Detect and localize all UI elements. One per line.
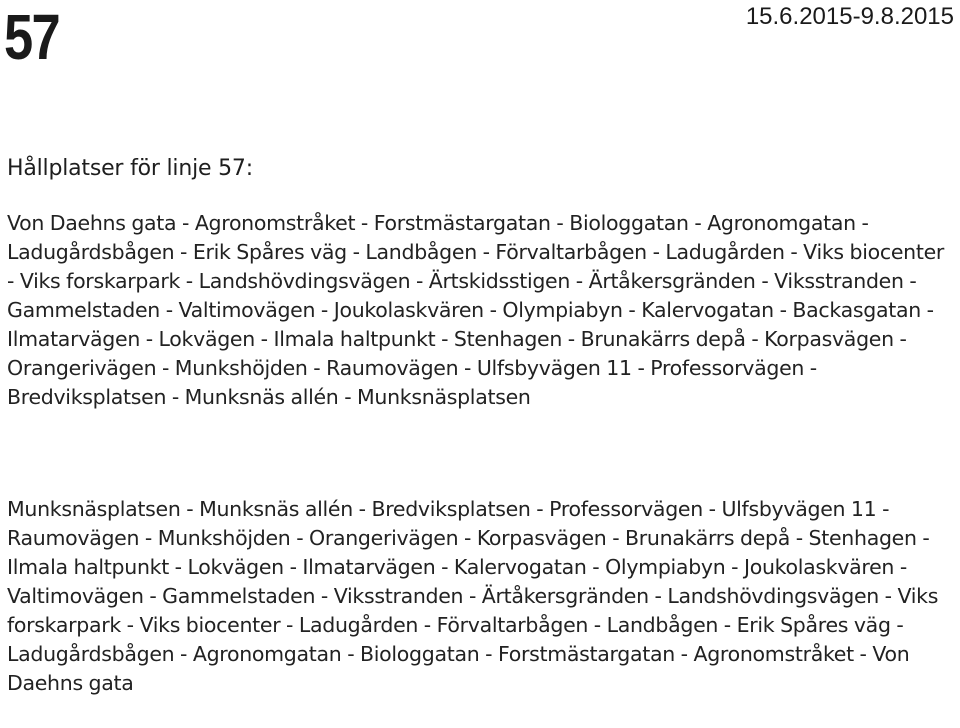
outbound-stops-list: Von Daehns gata - Agronomstråket - Forstmästargatan - Biologgatan - Agronomgatan - Ladugårdsbågen - Erik Spåres väg - Landbågen - Förvaltarbågen - Ladugården - Viks biocenter - Viks forskarpark - Landshövdingsvägen - Ärtskidsstigen - Ärtåkersgränden - Viksstranden - Gammelstaden - Valtimovägen - Joukolaskvären - Olympiabyn - Kalervogatan - Backasgatan - Ilmatarvägen - Lokvägen - Ilmala haltpunkt - Stenhagen - Brunakärrs depå - Korpasvägen - Orangerivägen - Munkshöjden - Raumovägen - Ulfsbyvägen 11 - Professorvägen - Bredviksplatsen - Munksnäs allén - Munksnäsplatsen: [7, 211, 945, 409]
date-range: 15.6.2015-9.8.2015: [745, 3, 954, 30]
stops-heading: Hållplatser för linje 57:: [7, 156, 253, 181]
inbound-stops-list: Munksnäsplatsen - Munksnäs allén - Bredviksplatsen - Professorvägen - Ulfsbyvägen 11 - Raumovägen - Munkshöjden - Orangerivägen - Korpasvägen - Brunakärrs depå - Stenhagen - Ilmala haltpunkt - Lokvägen - Ilmatarvägen - Kalervogatan - Olympiabyn - Joukolaskvären - Valtimovägen - Gammelstaden - Viksstranden - Ärtåkersgränden - Landshövdingsvägen - Viks forskarpark - Viks biocenter - Ladugården - Förvaltarbågen - Landbågen - Erik Spåres väg - Ladugårdsbågen - Agronomgatan - Biologgatan - Forstmästargatan - Agronomstråket - Von Daehns gata: [7, 497, 939, 695]
route-number: 57: [4, 1, 60, 73]
